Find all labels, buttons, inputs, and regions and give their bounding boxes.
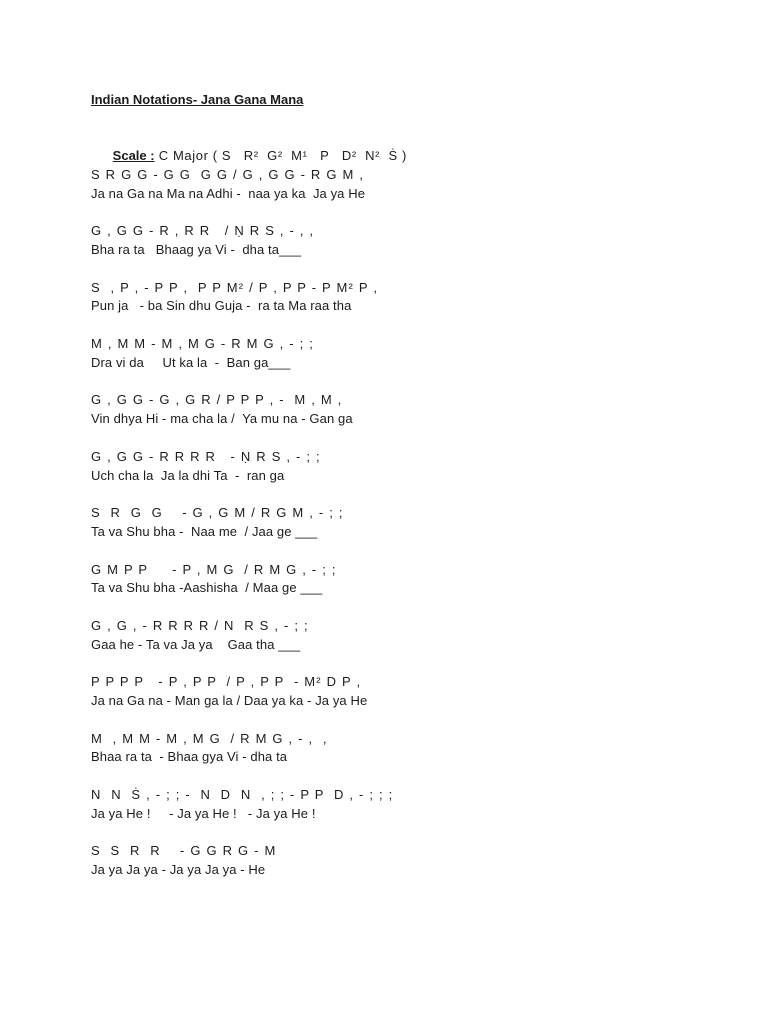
stanza: [91, 617, 731, 655]
scale-row: [91, 128, 731, 163]
stanza: [91, 504, 731, 542]
lyrics-line: Ja ya He ! - Ja ya He ! - Ja ya He !: [91, 805, 316, 821]
stanza: [91, 279, 731, 317]
notation-line: G , G G - G , G R / P P P , - M , M ,: [91, 392, 343, 408]
notation-line: M , M M - M , M G / R M G , - , ,: [91, 730, 328, 746]
lyrics-line: Ta va Shu bha - Naa me / Jaa ge ___: [91, 523, 318, 539]
notation-line: G , G , - R R R R / N R S , - ; ;: [91, 617, 309, 633]
notation-line: M , M M - M , M G - R M G , - ; ;: [91, 335, 315, 351]
lyrics-line: Uch cha la Ja la dhi Ta - ran ga: [91, 467, 285, 483]
scale-value: C Major ( S R² G² M¹ P D² N² Ṡ ): [154, 147, 407, 163]
stanza: [91, 842, 731, 880]
scale-label: Scale :: [112, 147, 155, 163]
notation-line: G M P P - P , M G / R M G , - ; ;: [91, 561, 337, 577]
lyrics-line: Ja na Ga na Ma na Adhi - naa ya ka Ja ya He: [91, 185, 366, 201]
lyrics-line: Ta va Shu bha -Aashisha / Maa ge ___: [91, 580, 323, 596]
stanza: [91, 222, 731, 260]
notation-line: S R G G - G , G M / R G M , - ; ;: [91, 505, 344, 521]
notation-line: N N Ṡ , - ; ; - N D N , ; ; - P P D , - ; ; ;: [91, 787, 394, 803]
notation-line: S , P , - P P , P P M² / P , P P - P M² P ,: [91, 279, 379, 295]
stanza: [91, 448, 731, 486]
stanza: [91, 786, 731, 824]
notation-line: S S R R - G G R G - M: [91, 843, 277, 859]
lyrics-line: Pun ja - ba Sin dhu Guja - ra ta Ma raa tha: [91, 298, 352, 314]
stanza: [91, 166, 731, 204]
lyrics-line: Ja ya Ja ya - Ja ya Ja ya - He: [91, 862, 266, 878]
lyrics-line: Bha ra ta Bhaag ya Vi - dha ta___: [91, 241, 302, 257]
notation-line: G , G G - R , R R / Ṇ R S , - , ,: [91, 223, 315, 239]
notation-line: P P P P - P , P P / P , P P - M² D P ,: [91, 674, 362, 690]
stanza: [91, 391, 731, 429]
lyrics-line: Ja na Ga na - Man ga la / Daa ya ka - Ja ya He: [91, 693, 368, 709]
stanza: [91, 561, 731, 599]
lyrics-line: Bhaa ra ta - Bhaa gya Vi - dha ta: [91, 749, 288, 765]
stanza: [91, 730, 731, 768]
lyrics-line: Dra vi da Ut ka la - Ban ga___: [91, 354, 291, 370]
lyrics-line: Gaa he - Ta va Ja ya Gaa tha ___: [91, 636, 301, 652]
document-title: Indian Notations- Jana Gana Mana: [91, 91, 304, 107]
stanza: [91, 673, 731, 711]
notation-line: G , G G - R R R R - Ṇ R S , - ; ;: [91, 448, 321, 464]
lyrics-line: Vin dhya Hi - ma cha la / Ya mu na - Gan ga: [91, 411, 353, 427]
notation-line: S R G G - G G G G / G , G G - R G M ,: [91, 166, 365, 182]
document-body: [91, 91, 731, 899]
stanza: [91, 335, 731, 373]
